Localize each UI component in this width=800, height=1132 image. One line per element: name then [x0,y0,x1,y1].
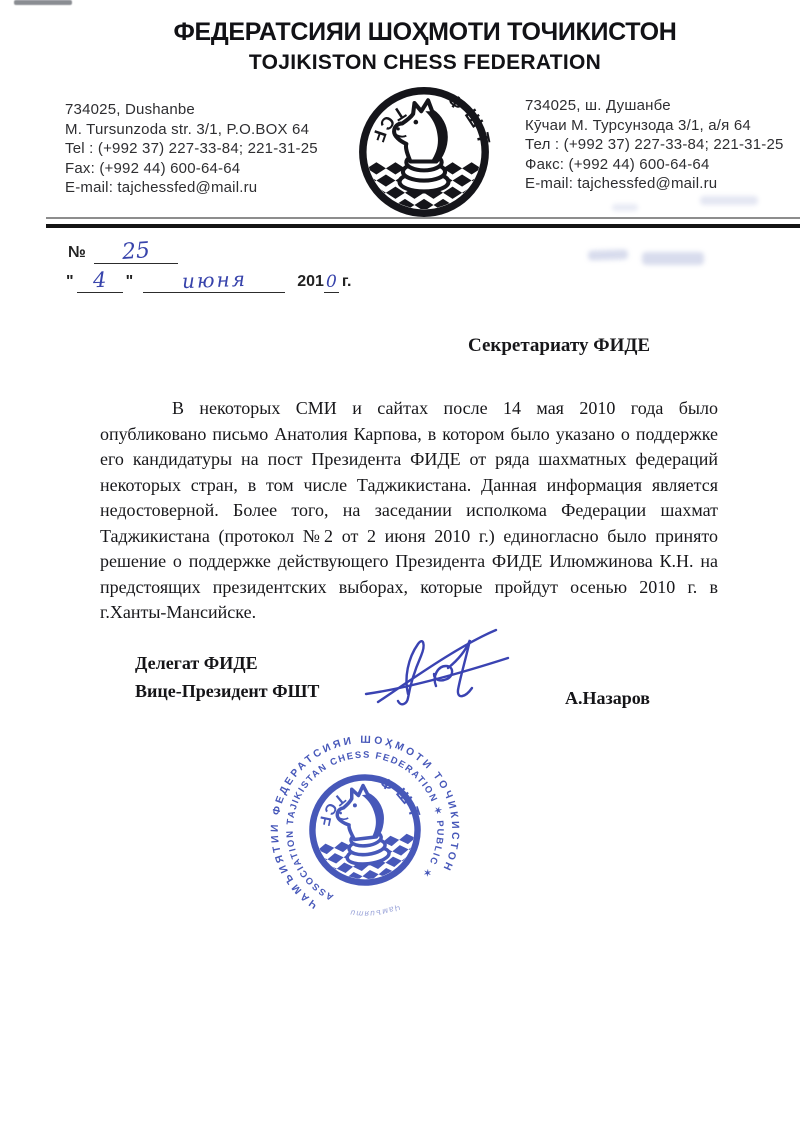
open-quote: " [66,273,74,290]
letter-body: В некоторых СМИ и сайтах после 14 мая 2010 года было опубликовано письмо Анатолия Карпова, в котором было указано о поддержке его кандидатуры на пост Президента ФИДЕ от ряда шахматных федераций некоторых стран, в том числе Таджикистана. Данная информация является недостоверной. Более того, на заседании исполкома Федерации шахмат Таджикистана (протокол №2 от 2 июня 2010 г.) единогласно было принято решение о поддержке действующего Президента ФИДЕ Илюмжинова К.Н. на предстоящих президентских выборах, которые пройдут осенью 2010 г. в г.Ханты-Мансийске. [100,398,718,622]
handwritten-month: июня [181,266,248,294]
federation-round-stamp [255,720,476,941]
phone-line: Тел : (+992 37) 227-33-84; 221-31-25 [525,136,784,153]
handwritten-year-digit: 0 [325,272,337,292]
contact-block-tajik [525,96,795,194]
stamp-bottom-script: Чамъияти [348,901,403,920]
federation-title-cyrillic: ФЕДЕРАТСИЯИ ШОҲМОТИ ТОЧИКИСТОН [173,18,677,46]
stamp-inner-ring-text: ASSOCIATION TAJIKISTAN CHESS FEDERATION ✶ PUBLIC ✶ [283,748,447,904]
stamp-outer-ring-text: ЧАМЪИЯТИИ ФЕДЕРАТСИЯИ ШОҲМОТИ ТОЧИКИСТОН [269,734,461,910]
ink-bleed-smudge [642,252,704,265]
close-quote: " [125,273,134,290]
ink-bleed-smudge [612,204,638,211]
email-line: E-mail: tajchessfed@mail.ru [65,179,258,196]
contact-block-english [65,100,360,198]
signer-name: А.Назаров [565,688,651,708]
year-digit-underline [324,273,339,293]
signer-title-line2: Вице-Президент ФШТ [135,681,320,701]
date-row [66,266,352,294]
phone-line: Tel : (+992 37) 227-33-84; 221-31-25 [65,140,318,157]
header-separator-thin [46,217,800,219]
ink-bleed-smudge [588,249,628,260]
handwritten-signature [348,624,523,716]
month-underline [143,266,285,294]
chess-federation-logo [356,84,492,220]
day-underline [77,267,123,293]
letter-number-underline [94,238,178,265]
stamp-center-logo [302,770,432,889]
letterhead-titles [50,18,800,75]
year-suffix: г. [341,273,352,290]
address-line: M. Tursunzoda str. 3/1, P.O.BOX 64 [65,120,310,138]
ink-bleed-smudge [700,196,758,205]
address-line: Кӯчаи М. Турсунзода 3/1, а/я 64 [525,116,751,134]
scan-artifact [14,0,72,5]
address-line: 734025, ш. Душанбе [525,97,671,114]
recipient-line: Секретариату ФИДЕ [468,335,651,356]
header-separator-thick [46,224,800,228]
year-printed: 201 [297,273,324,290]
signer-title-line1: Делегат ФИДЕ [135,653,258,673]
fax-line: Fax: (+992 44) 600-64-64 [65,159,241,177]
handwritten-day: 4 [92,267,107,293]
reference-number-row [68,238,178,265]
address-line: 734025, Dushanbe [65,101,195,118]
handwritten-letter-number: 25 [120,238,151,265]
number-sign-label: № [68,244,86,261]
federation-title-english: TOJIKISTON CHESS FEDERATION [248,51,602,74]
email-line: E-mail: tajchessfed@mail.ru [525,175,718,192]
fax-line: Факс: (+992 44) 600-64-64 [525,155,710,173]
